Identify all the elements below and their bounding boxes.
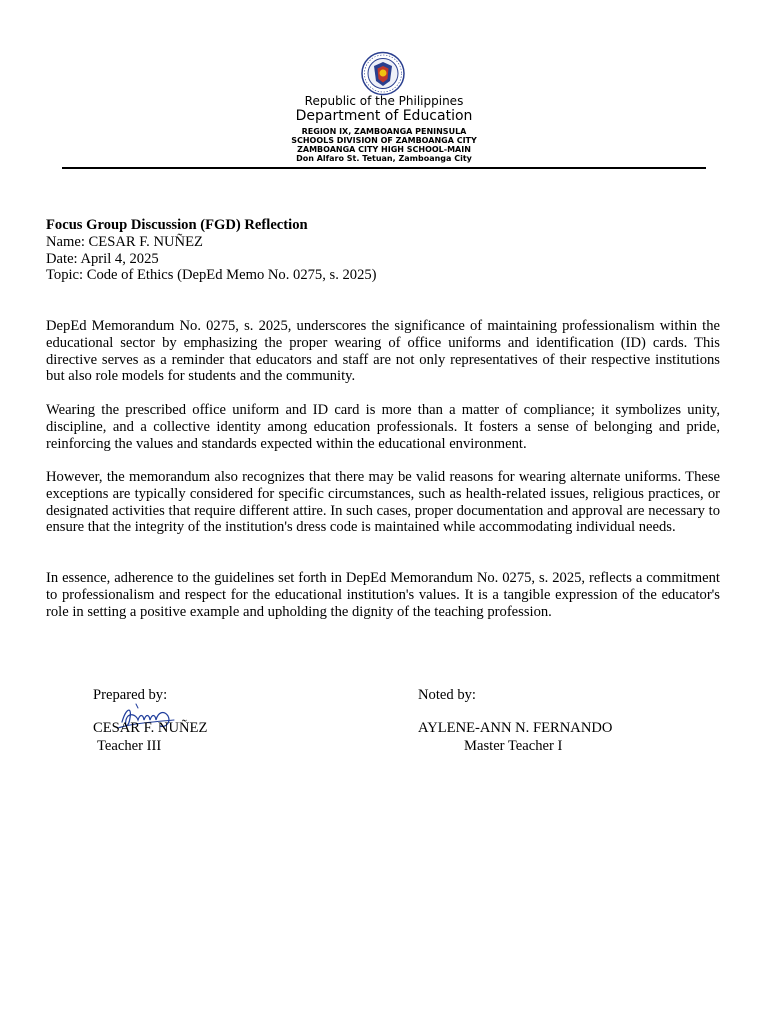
meta-name: Name: CESAR F. NUÑEZ: [46, 233, 203, 250]
prepared-by-role: Teacher III: [97, 738, 162, 754]
header-region: REGION IX, ZAMBOANGA PENINSULA: [301, 127, 467, 136]
meta-date: Date: April 4, 2025: [46, 250, 159, 267]
noted-by-role: Master Teacher I: [464, 738, 563, 754]
prepared-by-label: Prepared by:: [93, 687, 168, 703]
prepared-by-name: CESAR F. NUÑEZ: [93, 720, 208, 736]
reflection-meta: [46, 217, 720, 284]
header-school: ZAMBOANGA CITY HIGH SCHOOL-MAIN: [297, 145, 471, 154]
header-divider: [62, 167, 706, 169]
noted-by-name: AYLENE-ANN N. FERNANDO: [418, 720, 613, 736]
meta-topic: Topic: Code of Ethics (DepEd Memo No. 0275, s. 2025): [46, 267, 377, 284]
paragraph-2: Wearing the prescribed office uniform and ID card is more than a matter of compliance; it symbolizes unity, discipline, and a collective identity among education professionals. It fosters a sense of belonging and pride, reinforcing the values and standards expected within the educational environment.: [46, 402, 720, 452]
header-republic: Republic of the Philippines: [304, 94, 464, 108]
paragraph-3: However, the memorandum also recognizes that there may be valid reasons for wearing alternate uniforms. These exceptions are typically considered for specific circumstances, such as health-related issues, religious practices, or designated activities that require different attire. In such cases, proper documentation and approval are necessary to ensure that the integrity of the institution's dress code is maintained while accommodating individual needs.: [46, 469, 720, 536]
header-department: Department of Education: [295, 108, 473, 124]
noted-by-label: Noted by:: [418, 687, 476, 703]
header-division: SCHOOLS DIVISION OF ZAMBOANGA CITY: [291, 136, 477, 145]
header-address: Don Alfaro St. Tetuan, Zamboanga City: [296, 154, 472, 163]
document-title: Focus Group Discussion (FGD) Reflection: [46, 217, 308, 233]
paragraph-1: DepEd Memorandum No. 0275, s. 2025, underscores the significance of maintaining professionalism within the educational sector by emphasizing the proper wearing of office uniforms and identification (ID) cards. This directive serves as a reminder that educators and staff are not only representatives of their respective institutions but also role models for students and the community.: [46, 318, 720, 385]
deped-seal-icon: [359, 51, 407, 96]
paragraph-4: In essence, adherence to the guidelines set forth in DepEd Memorandum No. 0275, s. 2025, reflects a commitment to professionalism and respect for the educational institution's values. It is a tangible expression of the educator's role in setting a positive example and upholding the dignity of the teaching profession.: [46, 570, 720, 620]
